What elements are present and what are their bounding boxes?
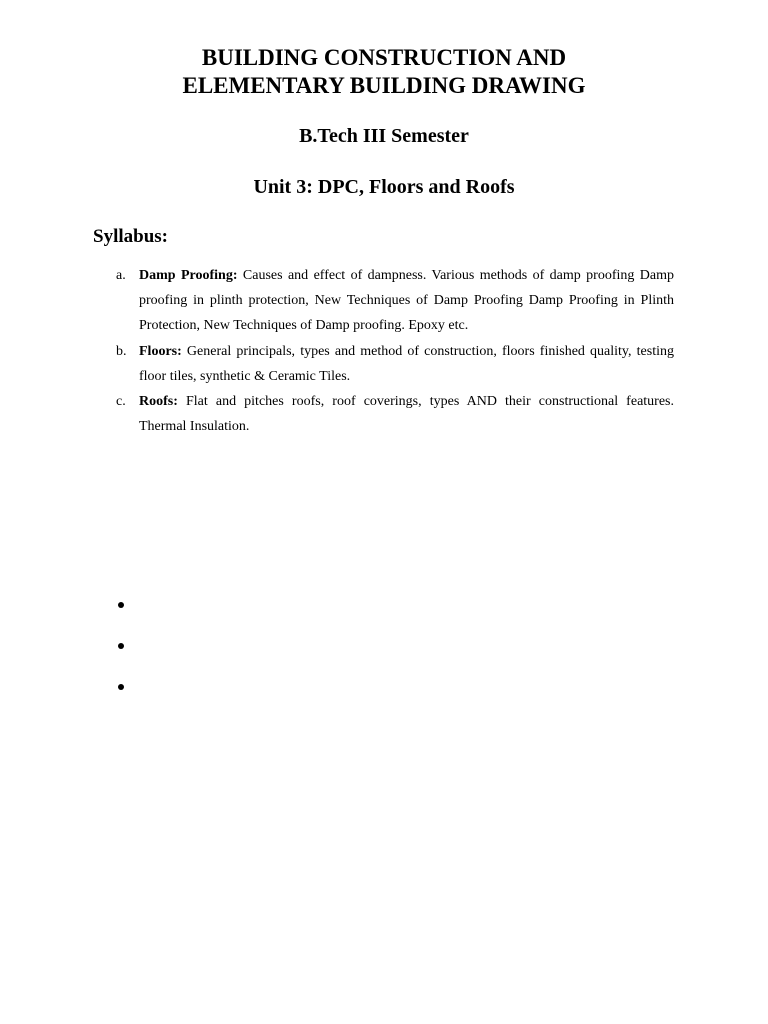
syllabus-list — [116, 263, 674, 439]
document-title-line-2: ELEMENTARY BUILDING DRAWING — [182, 73, 586, 98]
syllabus-item-text: Causes and effect of dampness. Various methods of damp proofing Damp proofing in plinth protection, New Techniques of Damp Proofing Damp Proofing in Plinth Protection, New Techniques of Damp proofing. Epoxy etc. — [139, 268, 674, 334]
unit-heading: Unit 3: DPC, Floors and Roofs — [253, 176, 515, 198]
syllabus-item-roofs — [116, 389, 674, 439]
bullet-icon — [118, 643, 124, 649]
semester-heading: B.Tech III Semester — [299, 125, 469, 147]
list-marker: a. — [116, 268, 126, 283]
syllabus-item-damp-proofing — [116, 263, 674, 339]
syllabus-item-text: General principals, types and method of construction, floors finished quality, testing floor tiles, synthetic & Ceramic Tiles. — [139, 343, 674, 384]
bullet-icon — [118, 602, 124, 608]
syllabus-item-heading: Floors: — [139, 343, 182, 359]
list-marker: b. — [116, 343, 127, 359]
syllabus-item-heading: Damp Proofing: — [139, 268, 238, 283]
list-marker: c. — [116, 394, 126, 410]
syllabus-item-floors — [116, 339, 674, 389]
document-title-line-1: BUILDING CONSTRUCTION AND — [201, 45, 567, 70]
bullet-icon — [118, 684, 124, 690]
syllabus-heading: Syllabus: — [93, 226, 168, 247]
syllabus-item-heading: Roofs: — [139, 394, 178, 410]
syllabus-item-text: Flat and pitches roofs, roof coverings, types AND their constructional features. Thermal Insulation. — [139, 394, 674, 435]
